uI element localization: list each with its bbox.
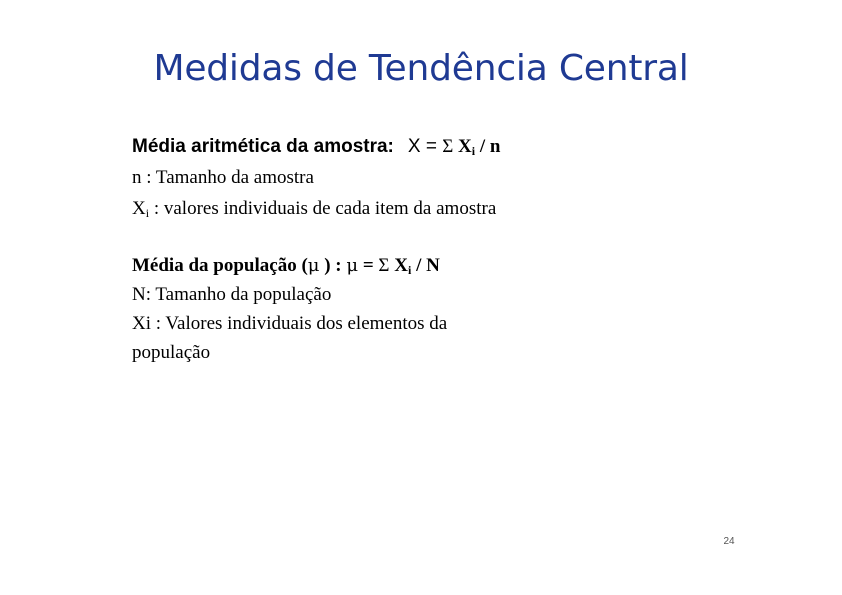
population-mean-label: Média da população ( [132, 255, 308, 276]
slide-title: Medidas de Tendência Central [153, 48, 689, 89]
population-formula-variable: X [389, 255, 408, 276]
sample-values-definition [132, 197, 496, 221]
x-bar-symbol: X [407, 136, 421, 157]
sample-mean-line [132, 135, 500, 159]
population-formula-subscript: i [407, 263, 412, 277]
population-sigma-symbol: Σ [378, 255, 390, 276]
mu-symbol: μ [307, 255, 320, 276]
xi-variable: X [132, 198, 146, 219]
xi-description: : valores individuais de cada item da amostra [149, 198, 497, 219]
sample-formula-equals: = [420, 136, 443, 157]
population-formula-equals: = [358, 255, 379, 276]
population-formula-mu: μ [346, 255, 359, 276]
page-number: 24 [723, 536, 735, 547]
population-formula-divisor: / N [411, 255, 440, 276]
population-mean-label-end: ) : [319, 255, 347, 276]
population-size-definition: N: Tamanho da população [132, 284, 332, 305]
sample-mean-colon: : [387, 136, 394, 157]
population-mean-line [132, 254, 440, 278]
sample-size-definition: n : Tamanho da amostra [132, 167, 314, 188]
sample-formula-subscript: i [471, 144, 476, 158]
sigma-symbol: Σ [442, 136, 454, 157]
sample-formula-variable: X [458, 136, 472, 157]
population-values-definition-cont: população [132, 342, 211, 363]
population-values-definition: Xi : Valores individuais dos elementos da [132, 313, 448, 334]
sample-mean-formula [408, 136, 501, 157]
sample-mean-label: Média aritmética da amostra [132, 136, 388, 157]
sample-formula-divisor: / n [475, 136, 501, 157]
xi-subscript: i [145, 206, 150, 220]
